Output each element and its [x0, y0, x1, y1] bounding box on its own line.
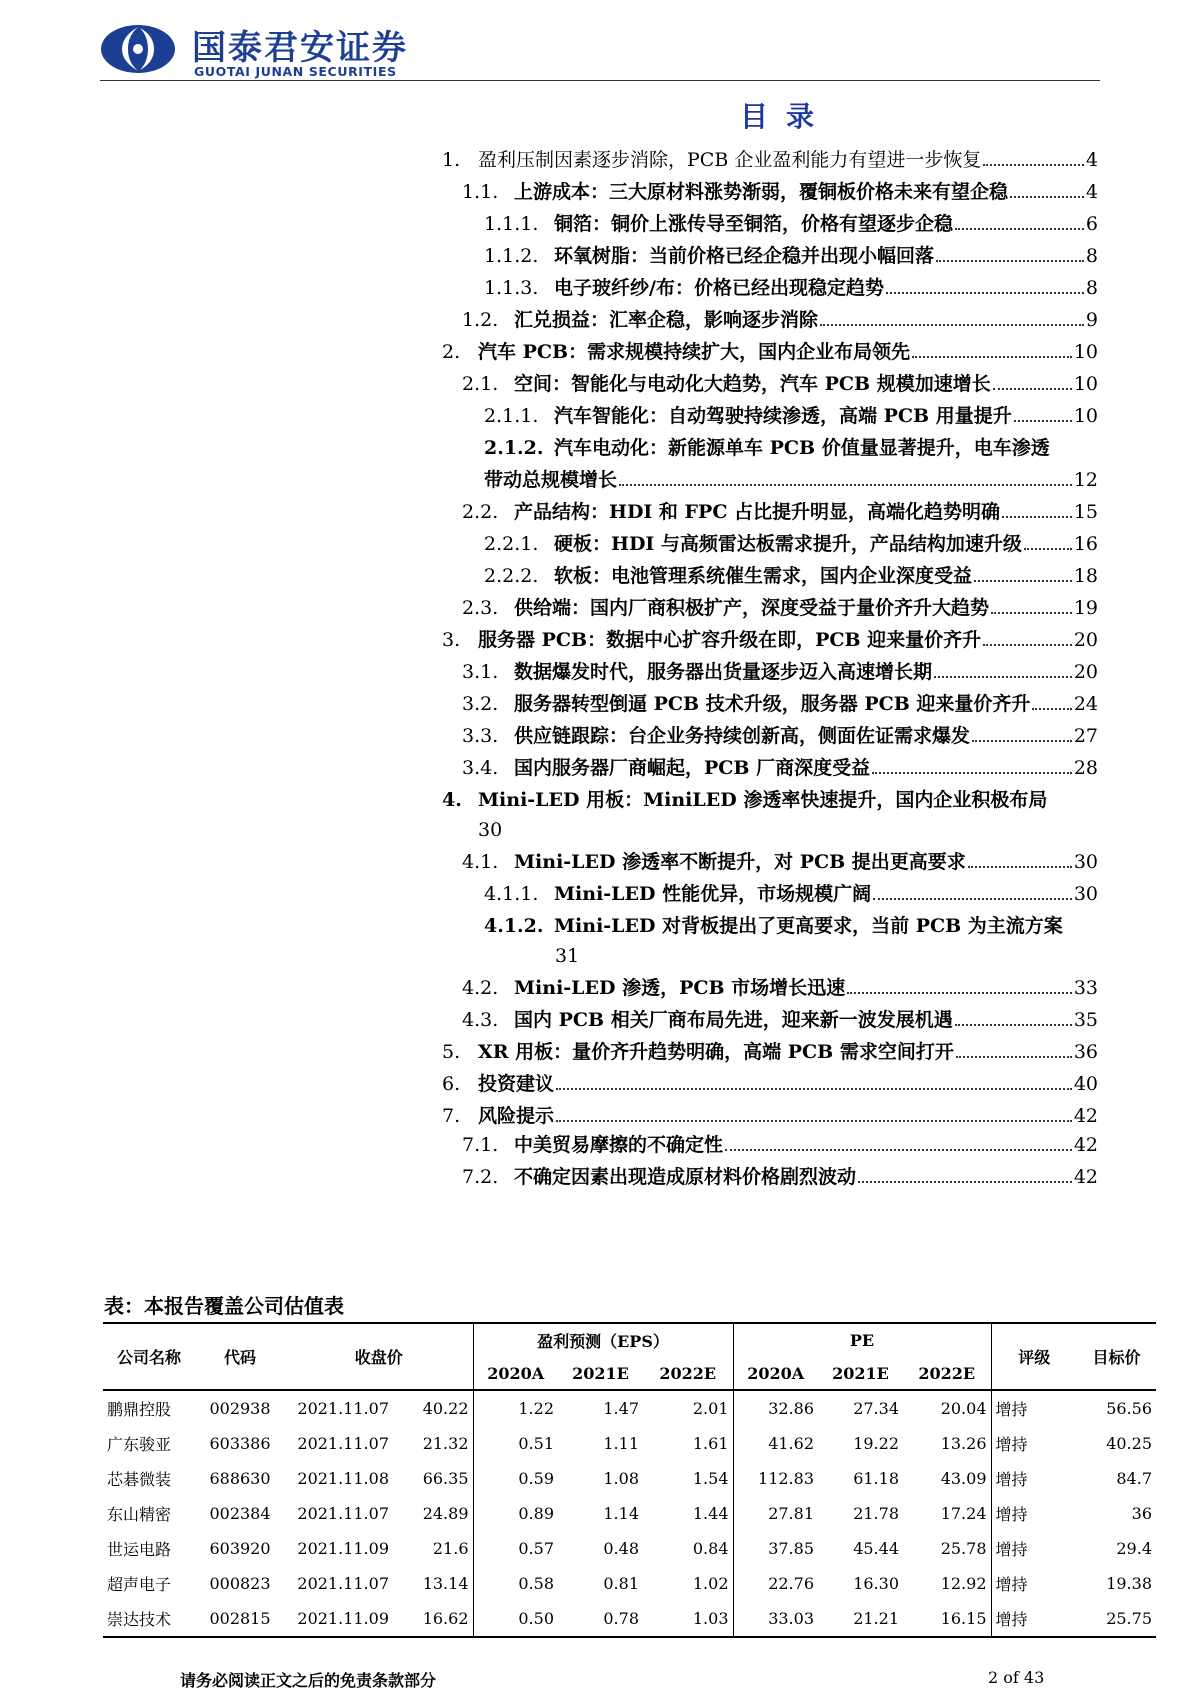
toc-entry-number: 4.1. [462, 851, 499, 873]
cell-code: 603386 [209, 1434, 271, 1453]
toc-entry-page[interactable]: 30 [478, 819, 503, 841]
toc-entry-text: 铜箔：铜价上涨传导至铜箔，价格有望逐步企稳 [554, 213, 954, 235]
toc-entry-page[interactable]: 31 [555, 945, 580, 967]
toc-leader [858, 1181, 1072, 1183]
toc-leader [820, 324, 1084, 326]
header-company: 公司名称 [116, 1348, 181, 1367]
toc-entry[interactable] [462, 180, 1098, 204]
toc-leader [556, 1088, 1072, 1090]
cell-eps-2021e: 0.81 [603, 1574, 639, 1593]
toc-entry-number: 1.1.1. [484, 213, 539, 235]
toc-leader [1002, 516, 1072, 518]
toc-entry-text: 汽车 PCB：需求规模持续扩大，国内企业布局领先 [478, 341, 911, 363]
toc-entry-text: 盈利压制因素逐步消除，PCB 企业盈利能力有望进一步恢复 [478, 149, 982, 171]
toc-entry-number: 3.3. [462, 725, 499, 747]
header-pe-year: 2022E [903, 1357, 991, 1390]
toc-entry-page: 15 [1073, 501, 1098, 523]
toc-leader [556, 1120, 1072, 1122]
toc-entry-number: 4.1.1. [484, 883, 539, 905]
table-row [103, 1566, 1156, 1601]
toc-leader [934, 676, 1072, 678]
cell-pe-2020a: 112.83 [758, 1469, 814, 1488]
toc-entry-number: 1.1.2. [484, 245, 539, 267]
cell-rating: 增持 [995, 1400, 1028, 1419]
toc-entry[interactable] [462, 692, 1098, 716]
cell-eps-2020a: 0.89 [518, 1504, 554, 1523]
toc-entry[interactable] [484, 882, 1098, 906]
toc-entry-text: 中美贸易摩擦的不确定性 [514, 1134, 724, 1156]
toc-leader [955, 1024, 1072, 1026]
toc-leader [968, 866, 1072, 868]
toc-entry-number: 3. [442, 629, 461, 651]
toc-leader [956, 1056, 1072, 1058]
toc-leader [872, 772, 1072, 774]
cell-rating: 增持 [995, 1540, 1028, 1559]
toc-entry-text: 投资建议 [478, 1073, 555, 1095]
table-row [103, 1601, 1156, 1637]
header-eps-year: 2020A [487, 1363, 545, 1383]
cell-code: 000823 [209, 1574, 271, 1593]
toc-entry-page: 20 [1073, 629, 1098, 651]
cell-company: 鹏鼎控股 [107, 1400, 172, 1419]
toc-entry-text: 服务器转型倒逼 PCB 技术升级，服务器 PCB 迎来量价齐升 [514, 693, 1031, 715]
toc-entry[interactable] [484, 532, 1098, 556]
cell-pe-2021e: 19.22 [853, 1434, 899, 1453]
toc-entry-text: Mini-LED 渗透，PCB 市场增长迅速 [514, 977, 846, 999]
toc-entry-text: 空间：智能化与电动化大趋势，汽车 PCB 规模加速增长 [514, 373, 991, 395]
toc-entry-number: 5. [442, 1041, 461, 1063]
cell-price: 21.6 [393, 1531, 473, 1566]
toc-entry-number: 7. [442, 1105, 461, 1127]
table-caption: 表：本报告覆盖公司估值表 [104, 1294, 344, 1318]
toc-entry[interactable] [442, 1040, 1098, 1064]
toc-entry-number: 7.2. [462, 1166, 499, 1188]
cell-code: 603920 [209, 1539, 271, 1558]
toc-entry-page: 33 [1073, 977, 1098, 999]
toc-leader [873, 898, 1072, 900]
toc-entry-page: 8 [1085, 277, 1098, 299]
cell-price: 16.62 [393, 1601, 473, 1637]
cell-rating: 增持 [995, 1435, 1028, 1454]
toc-entry[interactable] [484, 276, 1098, 300]
cell-target: 56.56 [1106, 1399, 1152, 1418]
cell-pe-2022e: 16.15 [903, 1601, 991, 1637]
cell-price: 13.14 [393, 1566, 473, 1601]
cell-code: 002384 [209, 1504, 271, 1523]
toc-entry-number: 4.1.2. [484, 915, 544, 937]
toc-entry-number: 1. [442, 149, 461, 171]
toc-entry[interactable] [462, 1133, 1098, 1157]
cell-pe-2021e: 16.30 [853, 1574, 899, 1593]
cell-eps-2020a: 0.57 [518, 1539, 554, 1558]
table-row [103, 1531, 1156, 1566]
cell-pe-2020a: 27.81 [768, 1504, 814, 1523]
toc-entry-page: 20 [1073, 661, 1098, 683]
toc-entry-text: XR 用板：量价齐升趋势明确，高端 PCB 需求空间打开 [478, 1041, 954, 1063]
toc-entry-page: 28 [1073, 757, 1098, 779]
toc-entry[interactable] [462, 1165, 1098, 1189]
toc-entry-text: 国内服务器厂商崛起，PCB 厂商深度受益 [514, 757, 871, 779]
toc-entry-number: 2.1.1. [484, 405, 539, 427]
toc-entry-number: 2. [442, 341, 461, 363]
toc-entry-page: 10 [1073, 405, 1098, 427]
toc-entry-text: Mini-LED 用板：MiniLED 渗透率快速提升，国内企业积极布局 [478, 789, 1048, 811]
cell-target: 84.7 [1116, 1469, 1152, 1488]
toc-entry-page: 10 [1073, 341, 1098, 363]
cell-price: 24.89 [393, 1496, 473, 1531]
cell-eps-2022e: 0.84 [643, 1531, 733, 1566]
cell-eps-2021e: 1.11 [603, 1434, 639, 1453]
toc-entry-number: 4. [442, 789, 462, 811]
toc-entry-page: 42 [1073, 1134, 1098, 1156]
toc-entry-number: 1.1. [462, 181, 499, 203]
toc-entry-number: 3.4. [462, 757, 499, 779]
toc-entry-text: Mini-LED 对背板提出了更高要求，当前 PCB 为主流方案 [554, 915, 1063, 937]
toc-entry[interactable] [462, 308, 1098, 332]
toc-entry-number: 2.2.2. [484, 565, 539, 587]
cell-eps-2020a: 0.58 [518, 1574, 554, 1593]
cell-rating: 增持 [995, 1505, 1028, 1524]
cell-eps-2022e: 1.03 [643, 1601, 733, 1637]
toc-entry-text: 环氧树脂：当前价格已经企稳并出现小幅回落 [554, 245, 935, 267]
toc-entry[interactable] [462, 1008, 1098, 1032]
toc-leader [1032, 708, 1071, 710]
toc-entry[interactable] [462, 500, 1098, 524]
toc-entry-text: 汽车智能化：自动驾驶持续渗透，高端 PCB 用量提升 [554, 405, 1012, 427]
cell-company: 崇达技术 [107, 1610, 172, 1629]
header-rating: 评级 [1018, 1348, 1051, 1367]
toc-entry[interactable] [462, 976, 1098, 1000]
toc-entry[interactable] [442, 628, 1098, 652]
toc-entry[interactable] [442, 788, 1047, 812]
toc-entry-page: 40 [1073, 1073, 1098, 1095]
cell-pe-2021e: 21.78 [853, 1504, 899, 1523]
cell-date: 2021.11.08 [297, 1469, 389, 1488]
cell-rating: 增持 [995, 1470, 1028, 1489]
header-pe-year: 2021E [832, 1363, 889, 1383]
toc-entry-number: 2.2. [462, 501, 499, 523]
header-pe-year: 2020A [747, 1363, 805, 1383]
header-eps-year: 2022E [643, 1357, 733, 1390]
toc-entry-text: 汇兑损益：汇率企稳，影响逐步消除 [514, 309, 819, 331]
cell-date: 2021.11.09 [297, 1609, 389, 1628]
cell-eps-2022e: 1.54 [643, 1461, 733, 1496]
cell-company: 世运电路 [107, 1540, 172, 1559]
toc-entry-number: 1.2. [462, 309, 499, 331]
toc-entry-text: 软板：电池管理系统催生需求，国内企业深度受益 [554, 565, 973, 587]
toc-entry-page: 30 [1073, 851, 1098, 873]
toc-entry-text: 硬板：HDI 与高频雷达板需求提升，产品结构加速升级 [554, 533, 1022, 555]
toc-entry-number: 2.1. [462, 373, 499, 395]
toc-entry[interactable] [442, 148, 1098, 172]
cell-eps-2020a: 0.50 [518, 1609, 554, 1628]
toc-entry[interactable] [442, 340, 1098, 364]
toc-entry-text: 电子玻纤纱/布：价格已经出现稳定趋势 [554, 277, 884, 299]
cell-pe-2022e: 12.92 [903, 1566, 991, 1601]
toc-entry[interactable] [484, 914, 1063, 938]
toc-entry-page: 9 [1085, 309, 1098, 331]
toc-leader [983, 644, 1072, 646]
toc-leader [1010, 196, 1084, 198]
cell-pe-2022e: 17.24 [903, 1496, 991, 1531]
toc-leader [619, 484, 1072, 486]
cell-date: 2021.11.09 [297, 1539, 389, 1558]
cell-eps-2021e: 0.48 [603, 1539, 639, 1558]
cell-eps-2021e: 1.47 [603, 1399, 639, 1418]
toc-entry-page: 6 [1085, 213, 1098, 235]
toc-entry[interactable] [484, 436, 1050, 460]
cell-pe-2021e: 21.21 [853, 1609, 899, 1628]
toc-entry[interactable] [462, 850, 1098, 874]
table-row [103, 1390, 1156, 1426]
cell-company: 超声电子 [107, 1575, 172, 1594]
toc-entry[interactable] [462, 724, 1098, 748]
cell-eps-2021e: 0.78 [603, 1609, 639, 1628]
header-eps-group: 盈利预测（EPS） [473, 1323, 733, 1357]
toc-entry-number: 6. [442, 1073, 461, 1095]
cell-eps-2020a: 1.22 [518, 1399, 554, 1418]
cell-pe-2022e: 25.78 [903, 1531, 991, 1566]
toc-entry-page: 19 [1073, 597, 1098, 619]
toc-leader [972, 740, 1072, 742]
cell-pe-2022e: 20.04 [903, 1390, 991, 1426]
cell-eps-2022e: 1.61 [643, 1426, 733, 1461]
toc-leader [847, 992, 1072, 994]
table-row [103, 1426, 1156, 1461]
toc-entry[interactable] [484, 244, 1098, 268]
toc-leader [886, 292, 1084, 294]
toc-entry-page: 35 [1073, 1009, 1098, 1031]
cell-price: 66.35 [393, 1461, 473, 1496]
toc-entry-page: 36 [1073, 1041, 1098, 1063]
toc-entry-number: 1.1.3. [484, 277, 539, 299]
toc-entry[interactable] [484, 404, 1098, 428]
cell-target: 25.75 [1106, 1609, 1152, 1628]
disclaimer-note: 请务必阅读正文之后的免责条款部分 [180, 1671, 437, 1690]
toc-entry[interactable] [484, 564, 1098, 588]
brand-name-cn: 国泰君安证券 [192, 28, 408, 68]
toc-entry[interactable] [442, 1072, 1098, 1096]
toc-leader [991, 612, 1072, 614]
toc-leader [983, 164, 1084, 166]
cell-code: 002938 [209, 1399, 271, 1418]
toc-entry-text: 服务器 PCB：数据中心扩容升级在即，PCB 迎来量价齐升 [478, 629, 982, 651]
cell-rating: 增持 [995, 1610, 1028, 1629]
cell-pe-2020a: 41.62 [768, 1434, 814, 1453]
toc-entry-number: 2.2.1. [484, 533, 539, 555]
cell-price: 40.22 [393, 1390, 473, 1426]
cell-date: 2021.11.07 [297, 1504, 389, 1523]
toc-entry-text: Mini-LED 性能优异，市场规模广阔 [554, 883, 872, 905]
cell-eps-2022e: 1.02 [643, 1566, 733, 1601]
toc-entry-page: 16 [1073, 533, 1098, 555]
toc-leader [974, 580, 1072, 582]
toc-entry-text: 供给端：国内厂商积极扩产，深度受益于量价齐升大趋势 [514, 597, 990, 619]
toc-entry-text: 供应链跟踪：台企业务持续创新高，侧面佐证需求爆发 [514, 725, 971, 747]
toc-entry[interactable] [462, 660, 1098, 684]
header-eps-year: 2021E [572, 1363, 629, 1383]
toc-entry-text: 上游成本：三大原材料涨势渐弱，覆铜板价格未来有望企稳 [514, 181, 1009, 203]
toc-entry-number: 3.1. [462, 661, 499, 683]
toc-entry-text: 带动总规模增长 [484, 469, 618, 491]
toc-entry-number: 2.3. [462, 597, 499, 619]
toc-entry-number: 3.2. [462, 693, 499, 715]
toc-entry-number: 7.1. [462, 1134, 499, 1156]
page-number: 2 of 43 [988, 1668, 1045, 1687]
toc-entry-page: 30 [1073, 883, 1098, 905]
cell-company: 东山精密 [107, 1505, 172, 1524]
header-close-price: 收盘价 [285, 1323, 473, 1390]
cell-eps-2020a: 0.59 [518, 1469, 554, 1488]
toc-entry-text: 汽车电动化：新能源单车 PCB 价值量显著提升，电车渗透 [554, 437, 1050, 459]
toc-entry[interactable] [442, 1104, 1098, 1128]
cell-date: 2021.11.07 [297, 1574, 389, 1593]
toc-entry-page: 42 [1073, 1105, 1098, 1127]
toc-entry-text: 产品结构：HDI 和 FPC 占比提升明显，高端化趋势明确 [514, 501, 1001, 523]
cell-eps-2020a: 0.51 [518, 1434, 554, 1453]
table-row [103, 1461, 1156, 1496]
toc-leader [912, 356, 1072, 358]
toc-entry-text: 风险提示 [478, 1105, 555, 1127]
toc-entry-page: 18 [1073, 565, 1098, 587]
cell-pe-2021e: 61.18 [853, 1469, 899, 1488]
cell-eps-2021e: 1.14 [603, 1504, 639, 1523]
toc-leader [1024, 548, 1072, 550]
toc-entry[interactable] [462, 756, 1098, 780]
cell-company: 芯碁微装 [107, 1470, 172, 1489]
toc-entry-page: 4 [1085, 181, 1098, 203]
cell-pe-2021e: 45.44 [853, 1539, 899, 1558]
toc-entry-page: 42 [1073, 1166, 1098, 1188]
cell-date: 2021.11.07 [297, 1399, 389, 1418]
toc-entry-text: 不确定因素出现造成原材料价格剧烈波动 [514, 1166, 857, 1188]
cell-pe-2022e: 13.26 [903, 1426, 991, 1461]
header-code: 代码 [223, 1348, 256, 1367]
cell-target: 29.4 [1116, 1539, 1152, 1558]
toc-title: 目录 [740, 100, 833, 133]
cell-pe-2022e: 43.09 [903, 1461, 991, 1496]
cell-pe-2020a: 33.03 [768, 1609, 814, 1628]
brand-name-en: GUOTAI JUNAN SECURITIES [194, 64, 397, 79]
valuation-table [103, 1322, 1156, 1638]
cell-pe-2020a: 37.85 [768, 1539, 814, 1558]
toc-leader [993, 388, 1072, 390]
toc-entry-page: 24 [1073, 693, 1098, 715]
cell-rating: 增持 [995, 1575, 1028, 1594]
toc-entry[interactable] [462, 372, 1098, 396]
cell-eps-2022e: 1.44 [643, 1496, 733, 1531]
cell-pe-2021e: 27.34 [853, 1399, 899, 1418]
table-row [103, 1496, 1156, 1531]
toc-entry[interactable] [462, 596, 1098, 620]
toc-entry-number: 2.1.2. [484, 437, 544, 459]
cell-code: 002815 [209, 1609, 271, 1628]
toc-entry-page: 27 [1073, 725, 1098, 747]
toc-leader [725, 1149, 1072, 1151]
cell-date: 2021.11.07 [297, 1434, 389, 1453]
toc-entry-text: Mini-LED 渗透率不断提升，对 PCB 提出更高要求 [514, 851, 966, 873]
toc-leader [955, 228, 1084, 230]
toc-entry-text: 数据爆发时代，服务器出货量逐步迈入高速增长期 [514, 661, 933, 683]
cell-eps-2022e: 2.01 [643, 1390, 733, 1426]
cell-eps-2021e: 1.08 [603, 1469, 639, 1488]
toc-entry[interactable] [484, 212, 1098, 236]
toc-entry-page: 4 [1085, 149, 1098, 171]
toc-leader [1014, 420, 1072, 422]
cell-target: 36 [1131, 1504, 1152, 1523]
cell-code: 688630 [209, 1469, 271, 1488]
cell-company: 广东骏亚 [107, 1435, 172, 1454]
cell-pe-2020a: 32.86 [768, 1399, 814, 1418]
toc-leader [936, 260, 1084, 262]
toc-entry-text: 国内 PCB 相关厂商布局先进，迎来新一波发展机遇 [514, 1009, 953, 1031]
cell-price: 21.32 [393, 1426, 473, 1461]
cell-pe-2020a: 22.76 [768, 1574, 814, 1593]
cell-target: 19.38 [1106, 1574, 1152, 1593]
toc-entry-page: 10 [1073, 373, 1098, 395]
toc-entry-continuation[interactable] [484, 468, 1098, 492]
cell-target: 40.25 [1106, 1434, 1152, 1453]
toc-entry-page: 12 [1073, 469, 1098, 491]
toc-entry-page: 8 [1085, 245, 1098, 267]
toc-entry-number: 4.3. [462, 1009, 499, 1031]
header-target-price: 目标价 [1092, 1348, 1141, 1367]
header-pe-group: PE [733, 1323, 991, 1357]
toc-entry-number: 4.2. [462, 977, 499, 999]
